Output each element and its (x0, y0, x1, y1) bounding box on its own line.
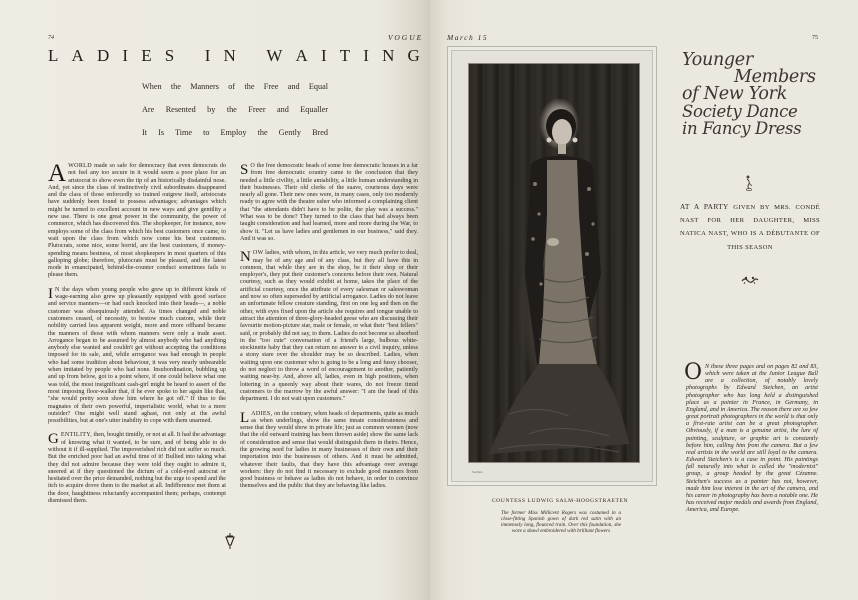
dropcap-l: L (240, 409, 250, 426)
running-head-vogue: VOGUE (388, 33, 424, 42)
paragraph-text: the days when young people who grew up to different kinds of wage-earning also grew up pleasantly equipped with good surface and service manners—or had such knocked into their heads—, a noble customer was obsequiously attended. As times changed and noble customers ceased, of necessity, to bestow much custom, while their nobility carried less apparent weight, more and more offhand became the manners of those with whom manners were only a trade asset. Arrogance began to be assumed by almost anybody who had anything anybody else wanted and couldn't get without accepting the conditions imposed for its sale, and, while arrogance was bad enough in people who had some tradition about behaviour, it was very nearly unbearable when imitated by people who had none. Insubordination, bubbling up and up from below, got to a point where, if one could believe what one was told, the most insignificant cash-girl might be heard to assert of the most imposing floor-walker that, if he ever spoke to her again like that, "she would pretty soon show him where he got off." If thus to the magnates of their own powerful, imperialistic world, what to a mere outsider? One might well stand aghast, not only at the awful possibilities, but at one's utter inability to cope with them unarmed. (48, 286, 226, 425)
script-title-line-1: Younger (682, 50, 753, 70)
dropcap-s: S (240, 162, 249, 178)
paragraph-text: made so safe for democracy that even democrats do not feel any too secure in it would seem a poor place for an aristocrat to show even the tip of an historically disdainful nose. And, yet since the class of instinctively civil subordinates disappeared and the class of those enforcedly so trained outgrew itself, aristocrats have suddenly been found to possess advantages; advantages which might be turned to excellent account in new ways and give gentility a new use. There is one great power in the community, the power of commerce, which has discovered this. The shopkeeper, for instance, now employs some of the class from which his best customers once came, to wait upon the class from which now come his best customers. Plutocrats, some nice, some horrid, are the best customers, if money-spending means bestness, of most shopkeepers in most quarters of this galloping globe; therefore, plutocrats must be pleased, and the latest mode in emancipated, behind-the-counter conduct sometimes fails to please them. (48, 163, 226, 279)
headline-letter: L (48, 46, 59, 65)
photo-caption-title: COUNTESS LUDWIG SALM-HOOGSTRAETEN (491, 498, 629, 504)
headline-letter: I (320, 46, 327, 65)
paragraph-text: the free democratic heads of some free democratic houses in a far from free democratic country came to the conclusion that they needed a little civility, a little amiability, a little human understanding in their businesses. Their old clerks of the suave, courteous days were nearly all gone. Their new ones were, in many cases, only too modernly ready to agree with the theatre usher who informed a complaining client that "the attendants didn't have to be polite, the play was a success." What was to be done? They turned to the class that had always been taught consideration and had learned, more and more during the War, to show it. "Let us have ladies and gentlemen in our business," said they. And it was so. (240, 163, 418, 242)
headline-letter: N (382, 46, 395, 65)
page-number-right: 75 (812, 35, 818, 41)
dropcap-o: O (684, 360, 703, 385)
headline-letter: I (122, 46, 129, 65)
headline-letter: E (141, 46, 152, 65)
subtitle-line-2: Are Resented by the Freer and Equaller (142, 105, 328, 114)
lamp-ornament-icon (225, 533, 235, 549)
headline-letter: A (295, 46, 308, 65)
lead-word: OW (252, 250, 264, 257)
dropcap-n: N (240, 249, 251, 266)
deck-text: GIVEN BY MRS. CONDÉ NAST FOR HER DAUGHTER, MISS NATICA NAST, WHO IS A DÉBUTANTE OF THIS SEASON (680, 204, 820, 251)
headline-letter (187, 46, 191, 66)
paragraph-1 (48, 160, 226, 280)
photo-credit: Steichen (472, 470, 483, 474)
headline-letter: T (339, 46, 351, 65)
lead-word: WORLD (68, 163, 92, 169)
subtitle-line-1: When the Manners of the Free and Equal (142, 82, 328, 91)
lead-word: ENTILITY, (60, 432, 93, 439)
script-title-line-4: Society Dance (682, 102, 798, 121)
running-head-date: March 15 (447, 33, 489, 42)
headline-letter: I (204, 46, 211, 65)
script-title-line-2: Members (734, 67, 816, 87)
headline-letter: S (164, 46, 175, 65)
headline-letter (249, 46, 253, 66)
headline-letter: G (407, 46, 420, 65)
figure-ornament-icon (744, 175, 754, 191)
photo-caption-body: The former Miss Millicent Rogers was costumed in a close-fitting Spanish gown of dark red satin with an immensely long, flounced train. Over this foundation, she wore a shawl embroidered with brilliant flowers (501, 510, 621, 534)
paragraph-5 (240, 250, 418, 403)
intro-body: N these three pages and on pages 82 and 83, which were taken at the Junior League Ball are a collection, of notably lovely photographs by Edward Steichen, an artist photographer who has long held a distinguished place as a painter in France, in Germany, in England, and in America. The reason there are so few great portrait photographers in the world is that only a first-rate artist can be a great photographer. Obviously, if a man is a genuine artist, the lure of painting, sculpture, or graphic art is constantly before him, calling him from the camera. But a few real artists in the world are still loyal to the camera. Edward Steichen's is a case in point. His paintings fall naturally into what is called the "modernist" group, a group headed by the great Cézanne. Steichen's success as a painter has not, however, made him lose interest in the art of the camera, and his career in photography has been a notable one. He has received major medals and awards from England, America, and Europe. (686, 364, 818, 514)
page-number-left: 74 (48, 35, 54, 41)
dropcap-a: A (48, 160, 67, 187)
article-column-1 (48, 160, 227, 512)
headline-letter: N (223, 46, 236, 65)
dropcap-i: I (48, 285, 53, 302)
paragraph-text: then, bought timidly, or not at all. It had the advantage of knowing what it wanted, to be sure, and of being able to do without it if ill-supplied. The impoverished rich did not suffer so much. But the enriched poor had an awful time of it! Bullied into taking what they did not admire because they were told they ought to admire it, sneered at if they questioned the dictum of a cold-eyed autocrat or hesitated over the price demanded, nothing but the urge to spend and the itch to acquire drove them to the market at all. Indifference met them at the door, haughtiness reluctantly accompanied them; perhaps, contempt dismissed them. (48, 432, 227, 505)
paragraph-2 (48, 287, 226, 426)
lead-word: N (55, 286, 60, 293)
portrait-photo (468, 63, 640, 463)
dancers-ornament-icon (741, 275, 759, 285)
article-column-2 (240, 163, 418, 498)
lead-word: ADIES, (251, 410, 273, 417)
headline-letter: I (363, 46, 369, 65)
script-title-line-5: in Fancy Dress (682, 119, 802, 138)
feature-deck (680, 200, 820, 254)
lead-word: O (250, 163, 256, 169)
paragraph-text: on the contrary, when heads of departments, quite as much as when underlings, show the same innate considerateness and sense that they would show in private life; just as common women (now that the old outward training has been thrown aside) show the same lack of consideration and sense that would distinguish them in theirs. Hence, the growing need for ladies in many businesses of their own and their importation into the businesses of others. And it must be admitted, whatever their faults, that they have this advantage over average workers: they do not find it necessary to exclude good manners from good business or behave as ladies do not behave, in order to convince themselves and the public that they are behaving like ladies. (240, 410, 418, 490)
feature-script-title (682, 52, 822, 137)
paragraph-4 (240, 163, 418, 243)
script-title-line-3: of New York (682, 84, 788, 104)
headline-letter: A (71, 46, 84, 65)
paragraph-6 (240, 411, 418, 491)
deck-lead: AT A PARTY (680, 202, 729, 211)
headline-letter: D (96, 46, 110, 65)
dropcap-g: G (48, 431, 59, 448)
headline-letter: W (266, 46, 283, 65)
subtitle-line-3: It Is Time to Employ the Gently Bred (142, 128, 328, 137)
feature-intro-text (684, 360, 818, 514)
paragraph-3 (48, 432, 226, 505)
article-headline (48, 46, 420, 66)
paragraph-text: ladies, with whom, in this article, we very much prefer to deal, may be of any age and of any class, but they all have this in common, that while they are in the shop, be it their shop or their employer's, they put their customer's concerns before their own. Natural courtesy, such as they would exhibit at home, takes the place of the artificial courtesy, once the attribute of every salesman or saleswoman and now so often superseded by artificial arrogance. Ladies do not leave an unfortunate fellow creature standing, first on one leg and then on the other, with eyes fixed upon the article she requires and tongue unable to attract the attention of three-glory-headed geese who are discussing their favourite motion-picture star, male or female, or what their "best fellers" said, or probably did not say, to them. Ladies do not become so absorbed in the "too cute" conversation of a friend's large, bulbous white-stockinette baby that they can return no answer to a civil inquiry, unless a stony stare over the shoulder may be so described. Ladies, when waiting upon one customer who is going to be a long and fussy chooser, do not neglect to throw a word of encouragement to another, patiently waiting near-by. And, above all, ladies, even in high positions, when loitering in a queenly way about their wares, do not freeze timid customers to the marrow by the awful answer: "I am the head of this department. I do not wait upon customers." (240, 250, 418, 403)
portrait-figure-icon (469, 64, 640, 463)
